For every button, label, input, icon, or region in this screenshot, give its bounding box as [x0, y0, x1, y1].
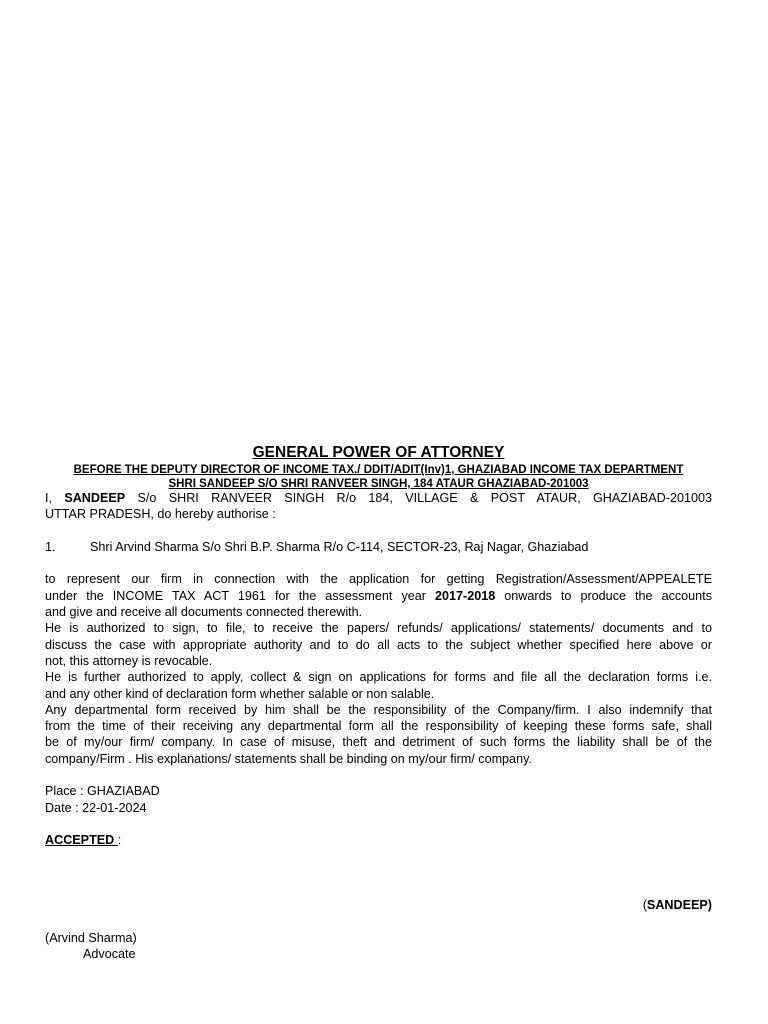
paragraph-declaration-forms: [45, 669, 712, 702]
spacer: [45, 816, 712, 832]
principal-signature-name: SANDEEP): [646, 898, 712, 913]
principal-name: SANDEEP: [64, 491, 126, 505]
spacer: [45, 914, 712, 930]
attorney-list-item: [45, 539, 712, 555]
accepted-line: [45, 832, 712, 848]
intro-line-1-rest: S/o SHRI RANVEER SINGH R/o 184, VILLAGE & POST ATAUR, GHAZIABAD-201003: [125, 491, 713, 505]
spacer: [45, 555, 712, 571]
assessment-year: 2017-2018: [435, 588, 496, 603]
paragraph-representation: [45, 571, 712, 620]
attorney-signature-name: (Arvind Sharma): [45, 931, 137, 946]
para2-line-3: not, this attorney is revocable.: [45, 653, 213, 668]
intro-line-1: [45, 490, 712, 506]
document-title: GENERAL POWER OF ATTORNEY: [252, 444, 505, 461]
paragraph-authorization: [45, 620, 712, 669]
attorney-item-number: 1.: [45, 539, 56, 554]
spacer: [45, 767, 712, 783]
para1-line-2-b: onwards to produce the accounts: [495, 588, 712, 603]
attorney-signature-title: Advocate: [83, 947, 136, 962]
accepted-label: ACCEPTED: [45, 833, 118, 848]
document-subtitle-principal: SHRI SANDEEP S/O SHRI RANVEER SINGH, 184 ATAUR GHAZIABAD-201003: [168, 478, 589, 490]
date-line: Date : 22-01-2024: [45, 800, 147, 815]
spacer: [45, 523, 712, 539]
attorney-item-text: Shri Arvind Sharma S/o Shri B.P. Sharma R/o C-114, SECTOR-23, Raj Nagar, Ghaziabad: [90, 539, 589, 554]
para4-line-4: company/Firm . His explanations/ statements shall be binding on my/our firm/ company.: [45, 751, 532, 766]
para4-line-3: be of my/our firm/ company. In case of misuse, theft and detriment of such forms the liability shall be of the: [45, 735, 712, 750]
para3-line-1: He is further authorized to apply, collect & sign on applications for forms and file all the declaration forms i.e.: [45, 670, 712, 685]
para2-line-2: discuss the case with appropriate authority and to do all acts to the subject whether specified here above or: [45, 637, 712, 652]
document-subtitle-authority: BEFORE THE DEPUTY DIRECTOR OF INCOME TAX./ DDIT/ADIT(Inv)1, GHAZIABAD INCOME TAX DEPARTMENT: [73, 464, 684, 476]
para4-line-1: Any departmental form received by him shall be the responsibility of the Company/firm. I also indemnify that: [45, 702, 712, 717]
para2-line-1: He is authorized to sign, to file, to receive the papers/ refunds/ applications/ statements/ documents and to: [45, 621, 712, 636]
para1-line-2-a: under the INCOME TAX ACT 1961 for the assessment year: [45, 588, 436, 603]
accepted-colon: :: [117, 833, 122, 848]
spacer: [45, 865, 712, 881]
para1-line-3: and give and receive all documents connected therewith.: [45, 605, 363, 620]
document-body: [45, 490, 712, 963]
para1-line-1: to represent our firm in connection with the application for getting Registration/Assessment/APPEALETE: [45, 572, 712, 587]
intro-line-2: UTTAR PRADESH, do hereby authorise :: [45, 507, 276, 522]
para4-line-2: from the time of their receiving any departmental form all the responsibility of keeping these forms safe, shall: [45, 719, 712, 734]
place-line: Place : GHAZIABAD: [45, 784, 160, 799]
paragraph-indemnity: [45, 702, 712, 767]
para1-line-2: [45, 588, 712, 604]
intro-prefix: I,: [45, 491, 65, 505]
principal-signature: [45, 897, 712, 913]
spacer: [45, 849, 712, 865]
para3-line-2: and any other kind of declaration form whether salable or non salable.: [45, 686, 435, 701]
spacer: [45, 881, 712, 897]
signature-paren: (: [642, 898, 647, 913]
